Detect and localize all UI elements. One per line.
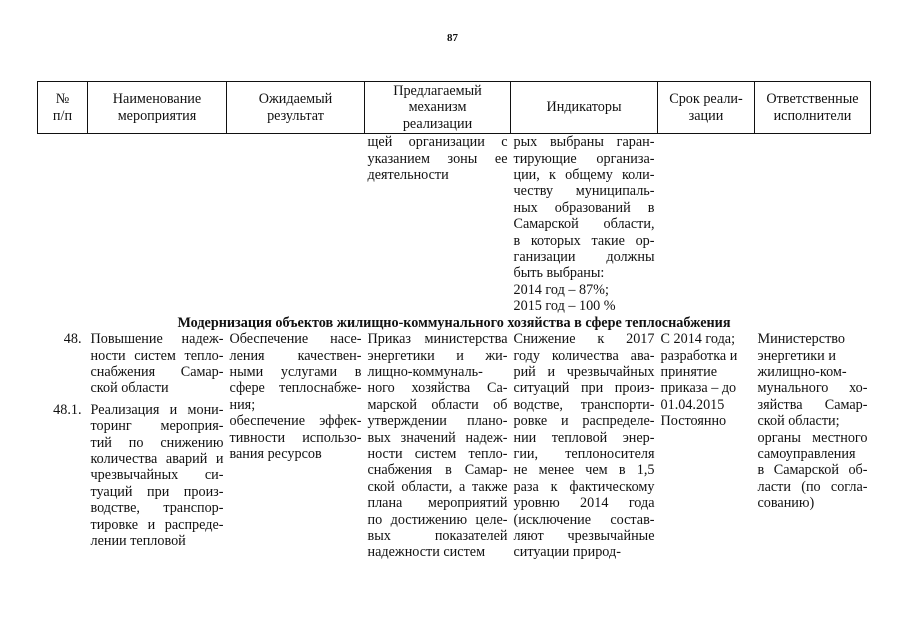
text-line: ного хозяйства Са-	[367, 380, 508, 397]
text-line: ности систем тепло-	[90, 347, 224, 364]
text-line: количества аварий и	[90, 450, 224, 467]
text-line: №	[55, 91, 70, 108]
table-row	[38, 331, 871, 402]
text-line: гии, теплоносителя	[513, 445, 655, 462]
text-line: году количества ава-	[513, 347, 655, 364]
text-line: раза к фактическому	[513, 478, 655, 495]
text-line: зяйства Самар-	[757, 396, 868, 413]
text-line: Обеспечение насе-	[229, 331, 362, 348]
text-line: снабжения Самар-	[90, 363, 224, 380]
text-line: ления качествен-	[229, 347, 362, 364]
text-line: ской области	[90, 380, 169, 397]
indicators	[511, 331, 658, 561]
section-title-row	[38, 315, 871, 331]
text-line: энергетики и	[757, 347, 836, 364]
row-number: 48.1.	[53, 401, 82, 418]
text-line: уровню 2014 года	[513, 495, 655, 512]
text-line: приказа – до	[660, 380, 737, 397]
text-line: ции, к общему коли-	[513, 167, 655, 184]
text-line: вания ресурсов	[229, 445, 322, 462]
text-line: надежности систем	[367, 544, 486, 561]
text-line: Повышение надеж-	[90, 331, 224, 348]
text-line: рых выбраны гаран-	[513, 134, 655, 151]
expected-result	[227, 331, 365, 561]
text-line: результат	[267, 107, 324, 124]
text-line: щей организации с	[367, 134, 508, 151]
text-line: торинг мероприя-	[90, 418, 224, 435]
text-line: Предлагаемый	[393, 83, 482, 99]
text-line: ния;	[229, 396, 256, 413]
text-line: жилищно-ком-	[757, 363, 847, 380]
header-term	[658, 82, 755, 134]
text-line: п/п	[52, 107, 73, 124]
text-line: ситуации природ-	[513, 544, 621, 561]
text-line: рий и чрезвычайных	[513, 363, 655, 380]
section-title: Модернизация объектов жилищно-коммунального хозяйства в сфере теплоснабжения	[177, 314, 731, 331]
header-result	[227, 82, 365, 134]
row-number: 48.	[63, 331, 82, 348]
header-responsible	[755, 82, 871, 134]
page-number: 87	[447, 32, 458, 44]
text-line: мунального хо-	[757, 380, 868, 397]
text-line: Министерство	[757, 331, 845, 348]
text-line: исполнители	[773, 107, 852, 124]
measures-table	[37, 81, 871, 561]
text-line: ных образований в	[513, 199, 655, 216]
text-line: ласти (по согла-	[757, 478, 868, 495]
text-line: энергетики и жи-	[367, 347, 508, 364]
text-line: нии тепловой энер-	[513, 429, 655, 446]
header-num	[38, 82, 88, 134]
text-line: в Самарской об-	[757, 462, 868, 479]
text-line: реализации	[402, 115, 473, 132]
text-line: марской области об	[367, 396, 508, 413]
responsible-executors	[755, 331, 871, 561]
text-line: водстве, транспорти-	[513, 396, 655, 413]
text-line: деятельности	[367, 167, 449, 184]
text-line: сованию)	[757, 495, 815, 512]
text-line: водстве, транспор-	[90, 500, 224, 517]
text-line: ганизации должны	[513, 249, 655, 266]
header-name	[88, 82, 227, 134]
text-line: Индикаторы	[546, 99, 622, 116]
text-line: тий по снижению	[90, 434, 224, 451]
text-line: Ожидаемый	[258, 91, 333, 108]
implementation-term	[658, 331, 755, 561]
text-line: ситуаций при произ-	[513, 380, 655, 397]
text-line: снабжения в Самар-	[367, 462, 508, 479]
header-indicators	[511, 82, 658, 134]
header-mechanism	[365, 82, 511, 134]
text-line: сфере теплоснабже-	[229, 380, 362, 397]
text-line: ляют чрезвычайные	[513, 527, 655, 544]
text-line: механизм	[408, 99, 467, 116]
text-line: Снижение к 2017	[513, 331, 655, 348]
text-line: тивности использо-	[229, 429, 362, 446]
text-line: ными услугами в	[229, 363, 362, 380]
text-line: органы местного	[757, 429, 868, 446]
text-line: Ответственные	[766, 91, 859, 108]
text-line: ской области;	[757, 413, 840, 430]
text-line: плана мероприятий	[367, 495, 508, 512]
measure-name	[88, 402, 227, 561]
text-line: в которых такие ор-	[513, 232, 655, 249]
measure-name	[88, 331, 227, 402]
text-line: самоуправления	[757, 445, 856, 462]
text-line: лении тепловой	[90, 533, 186, 550]
text-line: честву муниципаль-	[513, 183, 655, 200]
text-line: 01.04.2015	[660, 396, 725, 413]
implementation-mechanism	[365, 331, 511, 561]
text-line: утверждении плано-	[367, 413, 508, 430]
text-line: не менее чем в 1,5	[513, 462, 655, 479]
text-line: мероприятия	[117, 107, 197, 124]
text-line: 2014 год – 87%;	[513, 281, 609, 298]
text-line: вых показателей	[367, 527, 508, 544]
text-line: ровке и распределе-	[513, 413, 655, 430]
text-line: указанием зоны ее	[367, 150, 508, 167]
text-line: Постоянно	[660, 413, 727, 430]
text-line: обеспечение эффек-	[229, 413, 362, 430]
text-line: (исключение состав-	[513, 511, 655, 528]
text-line: Приказ министерства	[367, 331, 508, 348]
text-line: разработка и	[660, 347, 738, 364]
continuation-mechanism	[365, 134, 511, 315]
text-line: зации	[688, 107, 724, 124]
text-line: ской области, а также	[367, 478, 508, 495]
text-line: туаций при произ-	[90, 483, 224, 500]
text-line: 2015 год – 100 %	[513, 298, 616, 315]
text-line: Срок реали-	[669, 91, 743, 108]
text-line: Наименование	[112, 91, 202, 108]
table-header-row	[38, 82, 871, 134]
text-line: быть выбраны:	[513, 265, 605, 282]
text-line: тирующие организа-	[513, 150, 655, 167]
continuation-row	[38, 134, 871, 315]
text-line: чрезвычайных си-	[90, 467, 224, 484]
text-line: ности систем тепло-	[367, 445, 508, 462]
continuation-indicators	[511, 134, 658, 315]
text-line: лищно-коммуналь-	[367, 363, 483, 380]
text-line: по достижению целе-	[367, 511, 508, 528]
text-line: Реализация и мони-	[90, 401, 224, 418]
text-line: тировке и распреде-	[90, 516, 224, 533]
text-line: принятие	[660, 363, 717, 380]
text-line: С 2014 года;	[660, 331, 736, 348]
text-line: Самарской области,	[513, 216, 655, 233]
text-line: вых значений надеж-	[367, 429, 508, 446]
